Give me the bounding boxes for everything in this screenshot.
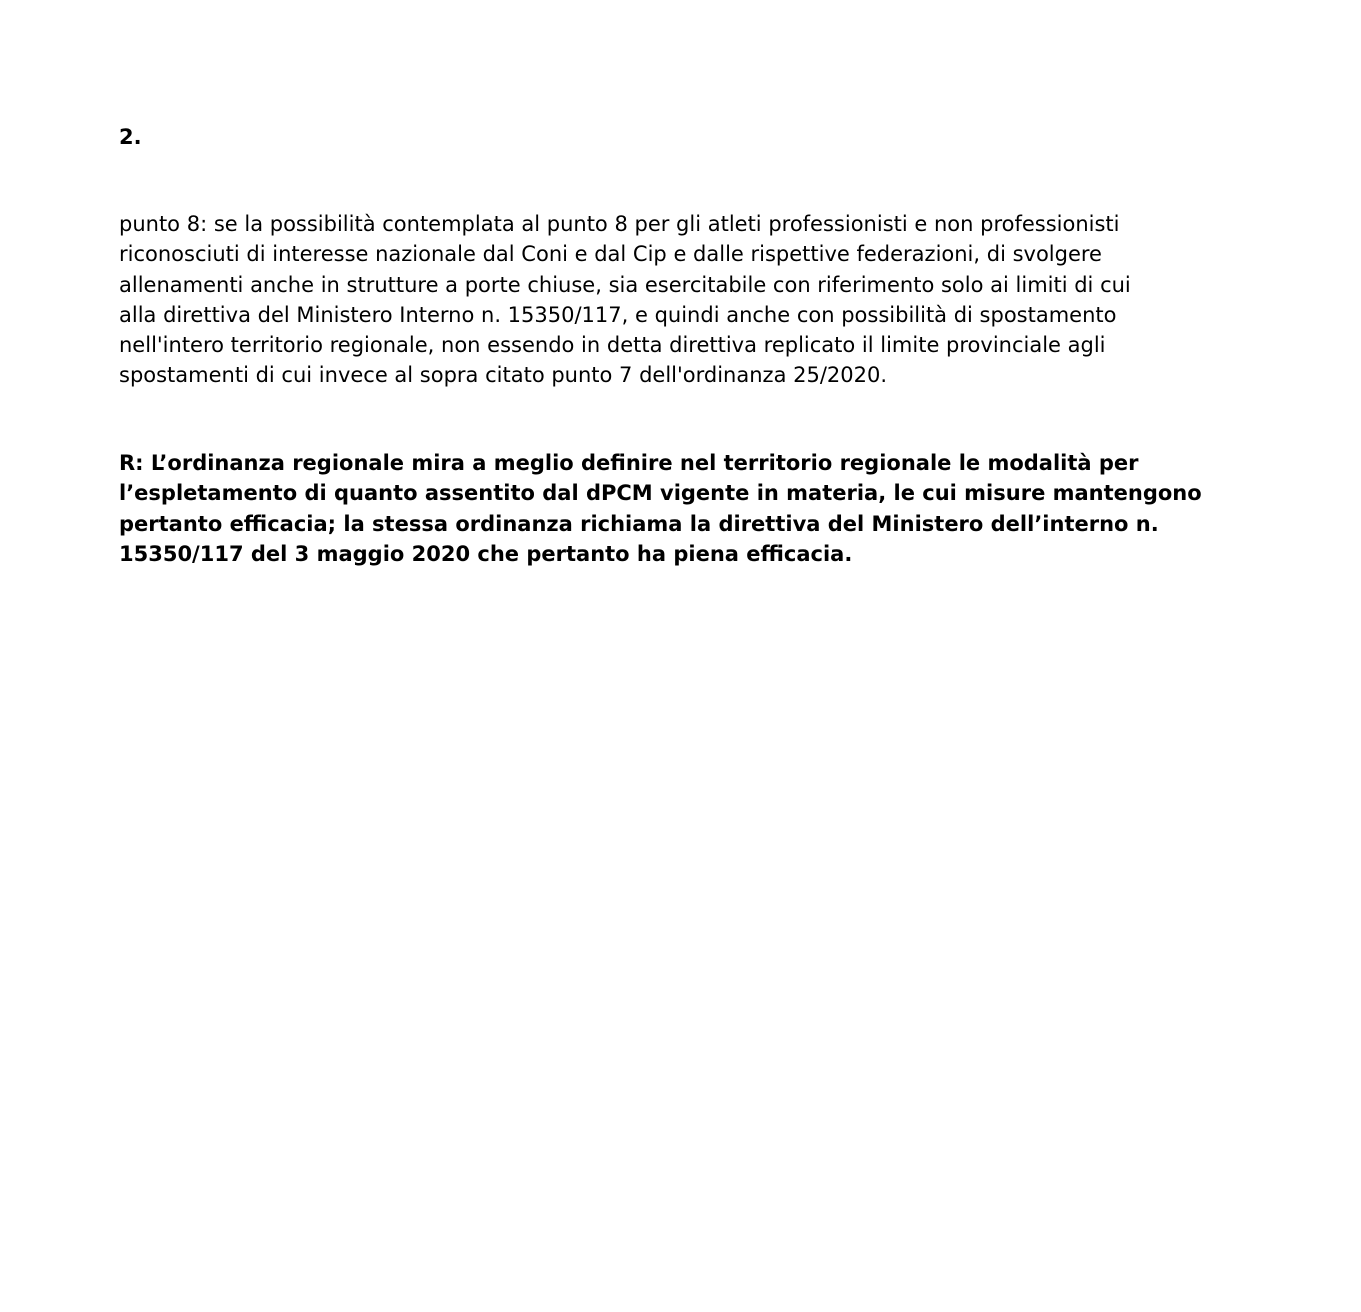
question-paragraph: punto 8: se la possibilità contemplata al punto 8 per gli atleti professionisti e non professionisti riconosciuti di interesse nazionale dal Coni e dal Cip e dalle rispettive federazioni, di svolgere allenamenti anche in strutture a porte chiuse, sia esercitabile con riferimento solo ai limiti di cui alla direttiva del Ministero Interno n. 15350/117, e quindi anche con possibilità di spostamento nell'intero territorio regionale, non essendo in detta direttiva replicato il limite provinciale agli spostamenti di cui invece al sopra citato punto 7 dell'ordinanza 25/2020. [119,212,1131,388]
answer-paragraph: R: L’ordinanza regionale mira a meglio definire nel territorio regionale le modalità per l’espletamento di quanto assentito dal dPCM vigente in materia, le cui misure mantengono pertanto efficacia; la stessa ordinanza richiama la direttiva del Ministero dell’interno n. 15350/117 del 3 maggio 2020 che pertanto ha piena efficacia. [119,451,1202,566]
item-number: 2. [119,125,142,149]
